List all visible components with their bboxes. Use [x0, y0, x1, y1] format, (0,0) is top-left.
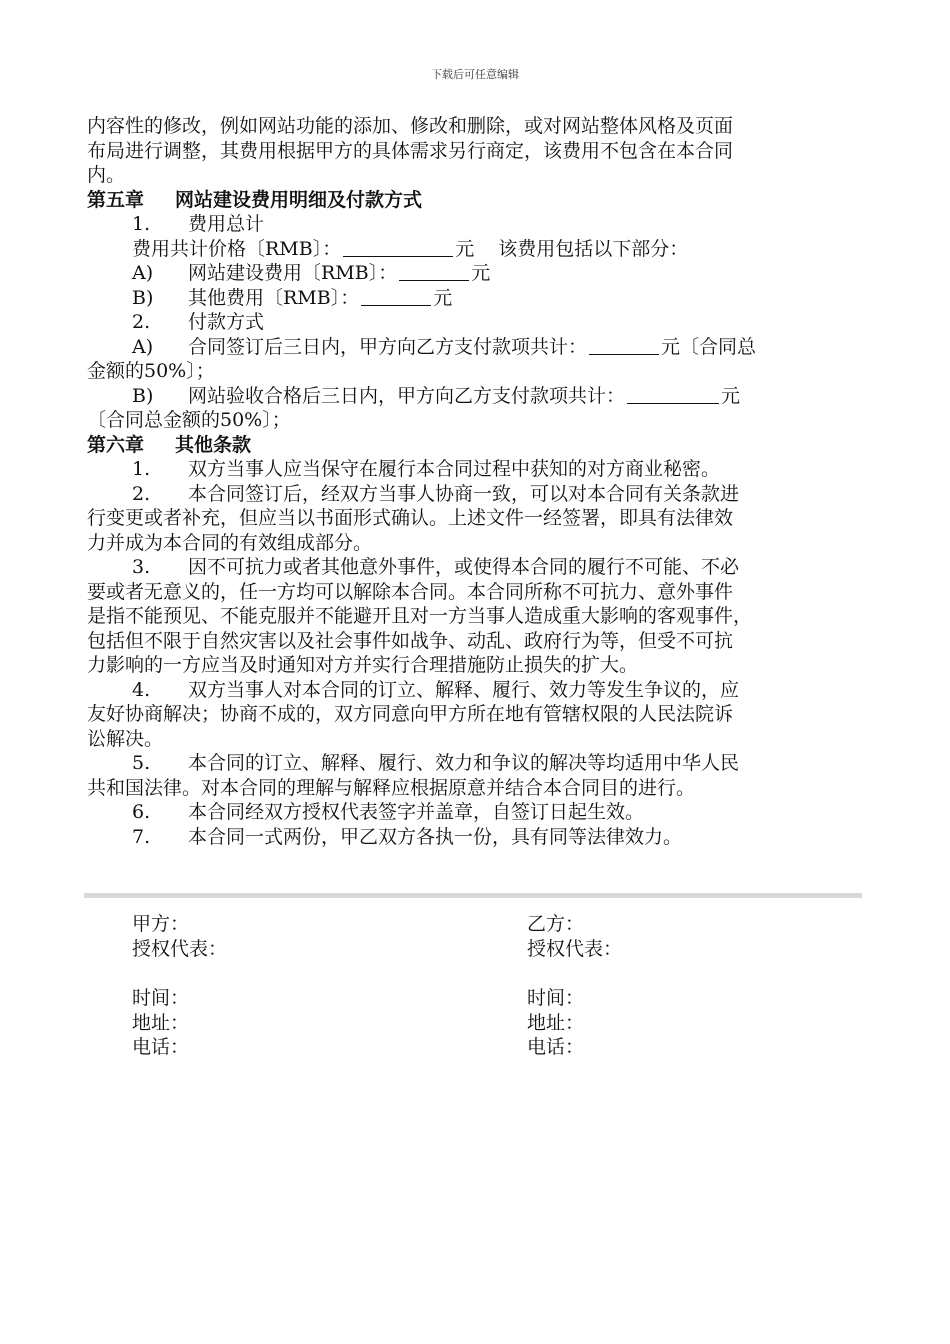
clause-text: 双方当事人应当保守在履行本合同过程中获知的对方商业秘密。	[188, 458, 721, 480]
item-number: 2.	[132, 311, 151, 333]
party-a-time-label: 时间：	[132, 987, 190, 1009]
clause-text: 本合同的订立、解释、履行、效力和争议的解决等均适用中华人民	[188, 752, 740, 774]
clause-text: 双方当事人对本合同的订立、解释、履行、效力等发生争议的，应	[188, 678, 740, 701]
chapter-6-heading	[87, 433, 857, 458]
clause-line	[87, 825, 857, 850]
fee-a-mark: A)	[132, 262, 154, 284]
item-fee-total	[87, 212, 857, 237]
total-unit: 元	[455, 237, 475, 260]
clause-line	[87, 678, 857, 703]
fee-a-line	[87, 261, 857, 286]
fee-a-unit: 元	[471, 262, 491, 284]
payment-b-line	[87, 384, 857, 409]
payment-b-unit: 元	[721, 384, 741, 407]
chapter-number: 第六章	[87, 433, 145, 456]
clause-line	[87, 457, 857, 482]
intro-line: 内。	[87, 164, 126, 186]
payment-a-text: 合同签订后三日内，甲方向乙方支付款项共计：	[188, 335, 588, 358]
item-payment-method	[87, 310, 857, 335]
party-a-rep-label: 授权代表：	[132, 937, 228, 960]
party-b-label: 乙方：	[527, 913, 585, 935]
clause-text: 本合同签订后，经双方当事人协商一致，可以对本合同有关条款进	[188, 482, 740, 505]
item-number: 1.	[132, 213, 151, 235]
chapter-5-heading	[87, 188, 857, 213]
clause-number: 6.	[132, 801, 151, 823]
clause-1	[87, 457, 857, 482]
clause-2	[87, 482, 857, 556]
total-price-line	[87, 237, 857, 262]
clause-line: 行变更或者补充，但应当以书面形式确认。上述文件一经签署，即具有法律效	[87, 507, 734, 529]
fee-b-label: 其他费用〔RMB〕：	[188, 286, 360, 309]
party-a-signature-block	[132, 912, 227, 1060]
party-b-time-label: 时间：	[527, 987, 585, 1009]
clause-line	[87, 482, 857, 507]
clause-7	[87, 825, 857, 850]
party-b-rep-label: 授权代表：	[527, 937, 623, 960]
party-a-phone-label: 电话：	[132, 1036, 190, 1058]
clause-6	[87, 800, 857, 825]
clause-number: 4.	[132, 678, 151, 701]
clause-line	[87, 555, 857, 580]
payment-b-continued: 〔合同总金额的50%〕；	[87, 409, 291, 431]
chapter-title: 其他条款	[175, 433, 252, 456]
chapter-title: 网站建设费用明细及付款方式	[175, 188, 423, 211]
total-label: 费用共计价格〔RMB〕：	[132, 237, 342, 260]
party-b-phone-label: 电话：	[527, 1036, 585, 1058]
item-title: 费用总计	[188, 213, 265, 235]
intro-line: 内容性的修改，例如网站功能的添加、修改和删除，或对网站整体风格及页面	[87, 115, 734, 137]
total-note: 该费用包括以下部分：	[498, 237, 689, 260]
contract-body	[87, 114, 857, 849]
clause-line: 共和国法律。对本合同的理解与解释应根据原意并结合本合同目的进行。	[87, 776, 696, 799]
payment-b-mark: B)	[132, 384, 154, 407]
clause-5	[87, 751, 857, 800]
payment-a-mark: A)	[132, 335, 154, 358]
party-b-address-label: 地址：	[527, 1011, 585, 1034]
payment-a-blank[interactable]	[589, 336, 659, 355]
payment-b-text: 网站验收合格后三日内，甲方向乙方支付款项共计：	[188, 384, 626, 407]
header-note: 下载后可任意编辑	[431, 68, 519, 81]
clause-3	[87, 555, 857, 678]
clause-number: 5.	[132, 752, 151, 774]
clause-number: 7.	[132, 825, 151, 848]
party-a-label: 甲方：	[132, 913, 190, 935]
clause-line: 是指不能预见、不能克服并不能避开且对一方当事人造成重大影响的客观事件，	[87, 605, 753, 627]
signature-divider	[84, 893, 862, 898]
fee-b-unit: 元	[433, 286, 453, 309]
payment-a-unit: 元〔合同总	[661, 335, 757, 358]
clause-text: 本合同一式两份，甲乙双方各执一份，具有同等法律效力。	[188, 825, 683, 848]
clause-line: 力并成为本合同的有效组成部分。	[87, 531, 373, 554]
clause-number: 3.	[132, 556, 151, 578]
clause-line: 友好协商解决；协商不成的，双方同意向甲方所在地有管辖权限的人民法院诉	[87, 703, 734, 725]
fee-b-line	[87, 286, 857, 311]
intro-line: 布局进行调整，其费用根据甲方的具体需求另行商定，该费用不包含在本合同	[87, 139, 734, 162]
clause-line: 力影响的一方应当及时通知对方并实行合理措施防止损失的扩大。	[87, 654, 639, 676]
total-amount-blank[interactable]	[343, 238, 453, 257]
clause-4	[87, 678, 857, 752]
party-b-signature-block	[527, 912, 622, 1060]
fee-a-blank[interactable]	[399, 262, 469, 281]
clause-line: 讼解决。	[87, 727, 164, 750]
fee-b-mark: B)	[132, 286, 154, 309]
clause-line	[87, 751, 857, 776]
clause-line: 要或者无意义的，任一方均可以解除本合同。本合同所称不可抗力、意外事件	[87, 580, 734, 603]
clause-text: 本合同经双方授权代表签字并盖章，自签订日起生效。	[188, 801, 645, 823]
fee-b-blank[interactable]	[361, 287, 431, 306]
payment-a-continued: 金额的50%〕；	[87, 360, 215, 382]
fee-a-label: 网站建设费用〔RMB〕：	[188, 262, 398, 284]
clause-line: 包括但不限于自然灾害以及社会事件如战争、动乱、政府行为等，但受不可抗	[87, 629, 734, 652]
payment-b-blank[interactable]	[627, 385, 719, 404]
clause-number: 2.	[132, 482, 151, 505]
clause-number: 1.	[132, 458, 151, 480]
chapter-number: 第五章	[87, 188, 145, 211]
clause-line	[87, 800, 857, 825]
item-title: 付款方式	[188, 311, 265, 333]
payment-a-line	[87, 335, 857, 360]
party-a-address-label: 地址：	[132, 1011, 190, 1034]
clause-text: 因不可抗力或者其他意外事件，或使得本合同的履行不可能、不必	[188, 556, 740, 578]
